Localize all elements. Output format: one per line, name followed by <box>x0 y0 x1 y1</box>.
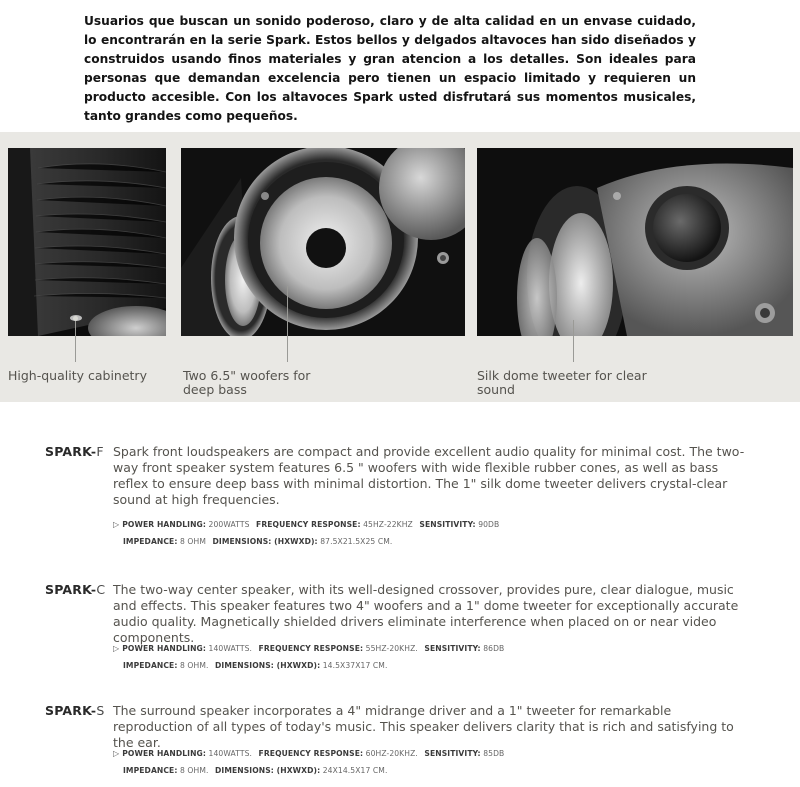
specs-spark-c: ▷ POWER HANDLING: 140WATTS. FREQUENCY RESPONSE: 55HZ-20KHZ. SENSITIVITY: 86DB IMPEDANCE: 8 OHM. DIMENSIONS: (HXWXD): 14.5X37X17 CM. <box>113 644 505 670</box>
description-spark-s: The surround speaker incorporates a 4" midrange driver and a 1" tweeter for remarkable reproduction of all types of today's music. This speaker delivers clarity that is rich and satisfying to the ear. <box>113 703 734 750</box>
specs-spark-f: ▷ POWER HANDLING: 200WATTS FREQUENCY RESPONSE: 45HZ-22KHZ SENSITIVITY: 90DB IMPEDANCE: 8 OHM DIMENSIONS: (HXWXD): 87.5X21.5X25 CM. <box>113 520 500 546</box>
model-name-spark-f <box>45 444 104 459</box>
model-prefix: SPARK- <box>45 582 97 597</box>
leader-line-woofers <box>287 286 288 362</box>
spec-arrow-icon: ▷ <box>113 520 120 529</box>
cabinetry-photo <box>8 148 166 336</box>
caption-woofers: Two 6.5" woofers for deep bass <box>183 368 311 397</box>
model-name-spark-s <box>45 703 104 718</box>
spec-arrow-icon: ▷ <box>113 749 120 758</box>
leader-line-tweeter <box>573 320 574 362</box>
tweeter-photo <box>477 148 793 336</box>
model-suffix: C <box>96 582 106 597</box>
specs-spark-s: ▷ POWER HANDLING: 140WATTS. FREQUENCY RESPONSE: 60HZ-20KHZ. SENSITIVITY: 85DB IMPEDANCE: 8 OHM. DIMENSIONS: (HXWXD): 24X14.5X17 CM. <box>113 749 505 775</box>
model-prefix: SPARK- <box>45 444 97 459</box>
leader-line-cabinetry <box>75 318 76 362</box>
model-suffix: F <box>96 444 104 459</box>
description-spark-c: The two-way center speaker, with its well-designed crossover, provides pure, clear dialogue, music and effects. This speaker features two 4" woofers and a 1" dome tweeter for exceptionally accurate audio quality. Magnetically shielded drivers eliminate interference when placed on or near video components. <box>113 582 739 645</box>
caption-cabinetry: High-quality cabinetry <box>8 368 147 383</box>
description-spark-f: Spark front loudspeakers are compact and provide excellent audio quality for minimal cost. The two-way front speaker system features 6.5 " woofers with wide flexible rubber cones, as well as bass reflex to ensure deep bass with minimal distortion. The 1" silk dome tweeter delivers crystal-clear sound at high frequencies. <box>113 444 745 507</box>
leader-dot-cabinetry <box>73 316 78 321</box>
model-name-spark-c <box>45 582 105 597</box>
spec-arrow-icon: ▷ <box>113 644 120 653</box>
woofers-photo <box>181 148 465 336</box>
model-prefix: SPARK- <box>45 703 97 718</box>
intro-paragraph: Usuarios que buscan un sonido poderoso, claro y de alta calidad en un envase cuidado, lo encontrarán en la serie Spark. Estos bellos y delgados altavoces han sido diseñados y construidos usando finos materiales y gran atencion a los detalles. Son ideales para personas que demandan excelencia pero tienen un espacio limitado y requieren un producto accesible. Con los altavoces Spark usted disfrutará sus momentos musicales, tanto grandes como pequeños. <box>84 14 696 123</box>
model-suffix: S <box>96 703 105 718</box>
caption-tweeter: Silk dome tweeter for clear sound <box>477 368 647 397</box>
